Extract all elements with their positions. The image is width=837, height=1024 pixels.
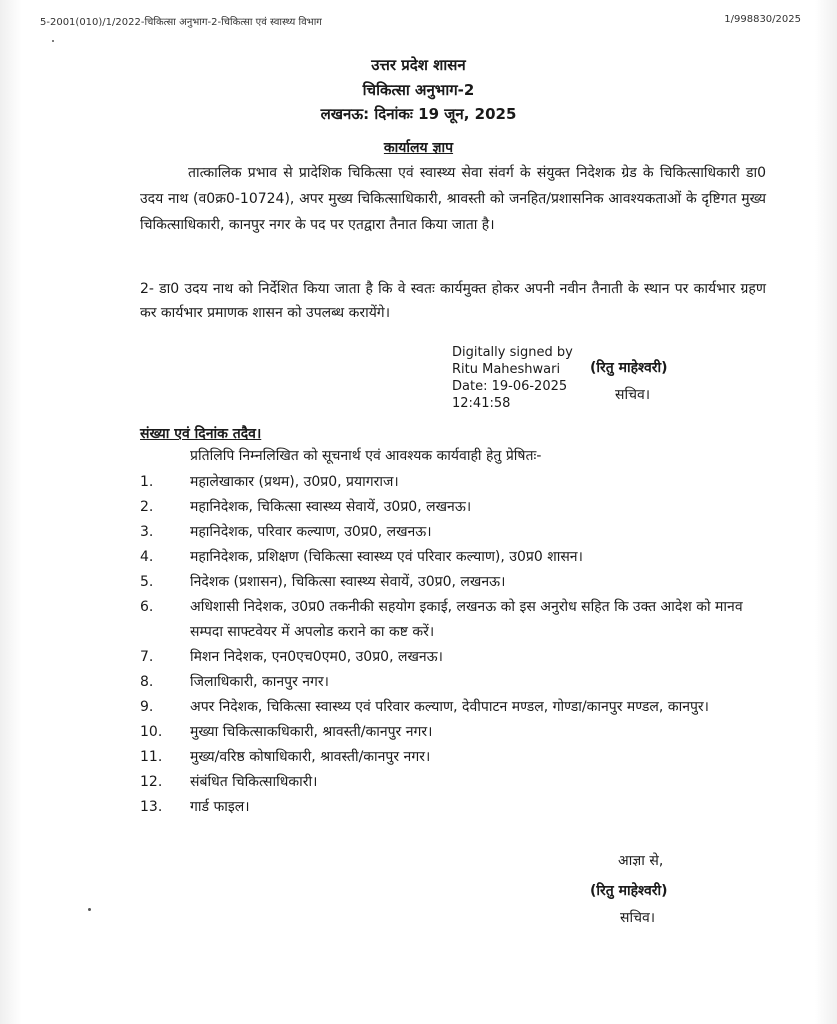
scan-speck [88,908,91,911]
item-number: 9. [140,699,154,715]
item-text: अपर निदेशक, चिकित्सा स्वास्थ्य एवं परिवार कल्याण, देवीपाटन मण्डल, गोण्डा/कानपुर मण्डल, कानपुर। [190,699,709,715]
item-number: 10. [140,724,163,740]
memo-heading [0,138,837,157]
memo-heading-text: कार्यालय ज्ञाप [383,140,454,156]
date-line: लखनऊ: दिनांकः 19 जून, 2025 [320,105,517,123]
list-item [140,595,760,645]
item-number: 6. [140,599,154,615]
digital-signature: Digitally signed by Ritu Maheshwari Date: 19-06-2025 12:41:58 [452,345,573,411]
section-heading: चिकित्सा अनुभाग-2 [362,81,475,99]
item-text: महालेखाकार (प्रथम), उ0प्र0, प्रयागराज। [190,474,399,490]
body-paragraph-2: 2- डा0 उदय नाथ को निर्देशित किया जाता है कि वे स्वतः कार्यमुक्त होकर अपनी नवीन तैनाती के स्थान पर कार्यभार ग्रहण कर कार्यभार प्रमाणक शासन को उपलब्ध करायेंगे। [140,281,766,321]
closing-signatory-name: (रितु माहेश्वरी) [590,883,668,899]
item-number: 2. [140,499,154,515]
recipient-list [140,470,760,820]
item-text: महानिदेशक, परिवार कल्याण, उ0प्र0, लखनऊ। [190,524,432,540]
item-text: मुख्या चिकित्साकधिकारी, श्रावस्ती/कानपुर नगर। [190,724,433,740]
order-by-text: आज्ञा से, [618,853,664,869]
item-number: 7. [140,649,154,665]
item-number: 1. [140,474,154,490]
item-text: मुख्य/वरिष्ठ कोषाधिकारी, श्रावस्ती/कानपुर नगर। [190,749,431,765]
closing-designation: सचिव। [620,910,656,926]
list-item [140,520,760,545]
list-item [140,770,760,795]
item-text: महानिदेशक, प्रशिक्षण (चिकित्सा स्वास्थ्य एवं परिवार कल्याण), उ0प्र0 शासन। [190,549,583,565]
signatory-designation: सचिव। [615,387,651,403]
item-text: मिशन निदेशक, एन0एच0एम0, उ0प्र0, लखनऊ। [190,649,443,665]
list-item [140,470,760,495]
list-item [140,745,760,770]
copy-intro: प्रतिलिपि निम्नलिखित को सूचनार्थ एवं आवश्यक कार्यवाही हेतु प्रेषितः- [190,448,542,464]
item-number: 11. [140,749,163,765]
list-item [140,645,760,670]
signatory-name: (रितु माहेश्वरी) [590,360,668,376]
item-number: 8. [140,674,154,690]
body-paragraph-1: तात्कालिक प्रभाव से प्रादेशिक चिकित्सा एवं स्वास्थ्य सेवा संवर्ग के संयुक्त निदेशक ग्रेड के चिकित्साधिकारी डा0 उदय नाथ (व0क्र0-10724), अपर मुख्य चिकित्साधिकारी, श्रावस्ती को जनहित/प्रशासनिक आवश्यकताओं के दृष्टिगत मुख्य चिकित्साधिकारी, कानपुर नगर के पद पर एतद्वारा तैनात किया जाता है। [140,165,766,233]
item-text: अधिशासी निदेशक, उ0प्र0 तकनीकी सहयोग इकाई, लखनऊ को इस अनुरोध सहित कि उक्त आदेश को मानव सम्पदा साफ्टवेयर में अपलोड कराने का कष्ट करें। [190,599,743,640]
list-item [140,545,760,570]
item-number: 4. [140,549,154,565]
item-number: 5. [140,574,154,590]
file-reference: 5-2001(010)/1/2022-चिकित्सा अनुभाग-2-चिकित्सा एवं स्वास्थ्य विभाग [40,17,322,28]
item-text: निदेशक (प्रशासन), चिकित्सा स्वास्थ्य सेवायें, उ0प्र0, लखनऊ। [190,574,506,590]
govt-heading: उत्तर प्रदेश शासन [371,56,466,74]
list-item [140,570,760,595]
list-item [140,670,760,695]
list-item [140,795,760,820]
item-number: 3. [140,524,154,540]
item-text: महानिदेशक, चिकित्सा स्वास्थ्य सेवायें, उ0प्र0, लखनऊ। [190,499,472,515]
list-item [140,495,760,520]
list-item [140,695,760,720]
item-text: गार्ड फाइल। [190,799,250,815]
item-text: संबंधित चिकित्साधिकारी। [190,774,318,790]
page-reference: 1/998830/2025 [724,14,801,25]
list-item [140,720,760,745]
item-text: जिलाधिकारी, कानपुर नगर। [190,674,329,690]
item-number: 12. [140,774,163,790]
item-number: 13. [140,799,163,815]
scan-speck [52,40,54,42]
copy-heading: संख्या एवं दिनांक तदैव। [140,426,262,442]
